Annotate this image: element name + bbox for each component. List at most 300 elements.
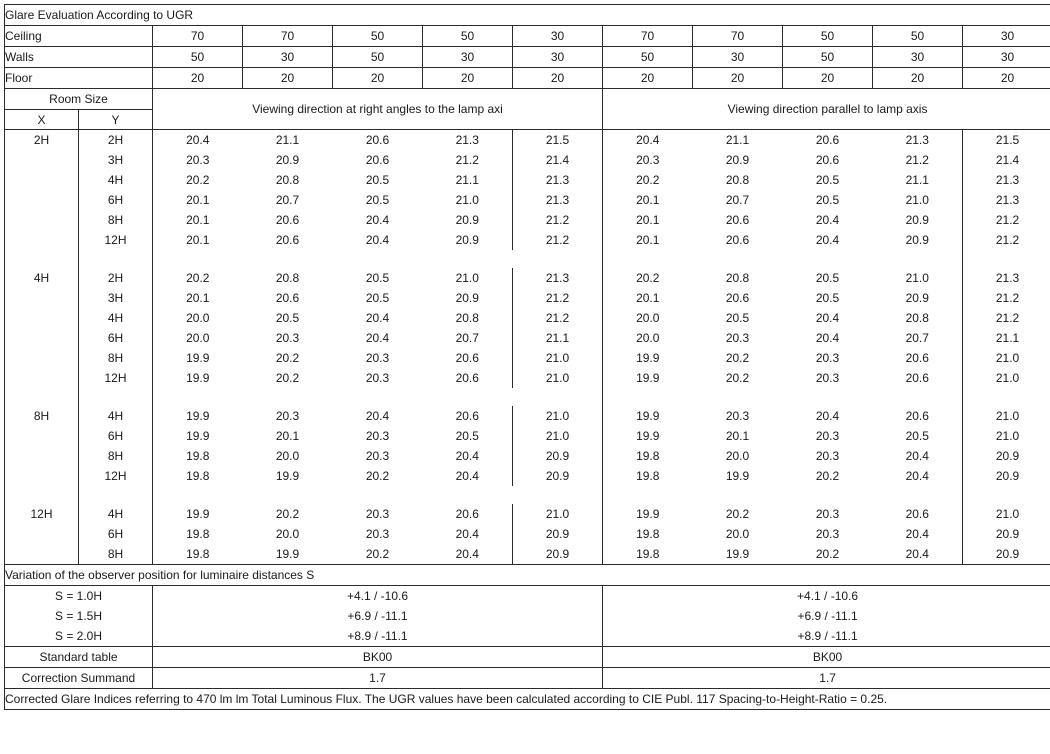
ugr-value: 20.4 — [423, 544, 513, 565]
table-row — [5, 504, 1050, 524]
ugr-value: 20.6 — [783, 150, 873, 170]
ugr-value: 19.9 — [153, 504, 243, 524]
ugr-value: 20.0 — [243, 524, 333, 544]
ugr-value: 20.4 — [423, 466, 513, 486]
ugr-value: 20.4 — [333, 210, 423, 230]
ugr-value: 20.3 — [783, 348, 873, 368]
ugr-value: 20.3 — [333, 426, 423, 446]
ugr-value: 20.4 — [423, 446, 513, 466]
table-row — [5, 150, 1050, 170]
table-row — [5, 288, 1050, 308]
table-row — [5, 328, 1050, 348]
ugr-value: 20.2 — [243, 348, 333, 368]
table-row — [5, 348, 1050, 368]
ceiling-value: 70 — [603, 26, 693, 47]
ugr-value: 20.1 — [693, 426, 783, 446]
ugr-value: 21.2 — [423, 150, 513, 170]
ugr-value: 20.9 — [423, 288, 513, 308]
ugr-value: 20.2 — [243, 504, 333, 524]
reflectance-row-ceiling — [5, 26, 1050, 47]
ugr-value: 21.2 — [963, 308, 1050, 328]
variation-row — [5, 626, 1050, 647]
ugr-value: 20.4 — [873, 466, 963, 486]
ugr-value: 21.0 — [963, 368, 1050, 388]
row-label-walls: Walls — [5, 47, 153, 68]
ceiling-value: 70 — [243, 26, 333, 47]
room-x — [5, 426, 79, 446]
room-x — [5, 150, 79, 170]
table-row — [5, 466, 1050, 486]
row-label-ceiling: Ceiling — [5, 26, 153, 47]
ugr-value: 20.2 — [783, 544, 873, 565]
ugr-value: 21.0 — [513, 348, 603, 368]
ugr-value: 20.1 — [153, 190, 243, 210]
correction-summand-perp: 1.7 — [153, 668, 603, 689]
variation-header: Variation of the observer position for luminaire distances S — [5, 565, 1050, 586]
room-x — [5, 308, 79, 328]
variation-label: S = 1.5H — [5, 606, 153, 626]
room-y: 8H — [79, 348, 153, 368]
ugr-value: 19.9 — [693, 544, 783, 565]
ugr-value: 20.1 — [603, 230, 693, 250]
room-x: 12H — [5, 504, 79, 524]
ugr-value: 20.4 — [333, 230, 423, 250]
ugr-value: 20.4 — [873, 446, 963, 466]
glare-evaluation-table — [4, 4, 1050, 710]
axis-label-y: Y — [79, 110, 153, 130]
ugr-value: 19.8 — [153, 524, 243, 544]
correction-summand-label: Correction Summand — [5, 668, 153, 689]
ugr-value: 21.2 — [513, 308, 603, 328]
ugr-value: 20.6 — [333, 150, 423, 170]
reflectance-row-walls — [5, 47, 1050, 68]
ugr-value: 20.1 — [603, 288, 693, 308]
variation-perp: +8.9 / -11.1 — [153, 626, 603, 647]
ugr-value: 20.6 — [693, 210, 783, 230]
ugr-value: 20.6 — [873, 504, 963, 524]
ugr-value: 21.1 — [873, 170, 963, 190]
group-spacer — [5, 388, 1050, 406]
ugr-value: 20.4 — [333, 406, 423, 426]
ugr-value: 20.2 — [693, 348, 783, 368]
reflectance-row-floor — [5, 68, 1050, 89]
ugr-value: 20.9 — [513, 524, 603, 544]
room-x — [5, 348, 79, 368]
ugr-value: 21.0 — [963, 406, 1050, 426]
group-spacer — [5, 486, 1050, 504]
ugr-value: 19.8 — [153, 544, 243, 565]
ugr-value: 20.5 — [423, 426, 513, 446]
ugr-value: 20.4 — [783, 230, 873, 250]
ceiling-value: 50 — [873, 26, 963, 47]
ugr-value: 19.8 — [603, 466, 693, 486]
ugr-value: 20.9 — [963, 466, 1050, 486]
ugr-value: 20.9 — [963, 524, 1050, 544]
ugr-value: 19.9 — [603, 504, 693, 524]
ugr-report-page — [0, 4, 1050, 754]
room-x — [5, 368, 79, 388]
room-y: 4H — [79, 308, 153, 328]
table-row — [5, 170, 1050, 190]
ugr-value: 20.6 — [243, 230, 333, 250]
ceiling-value: 50 — [333, 26, 423, 47]
room-x — [5, 544, 79, 565]
room-y: 6H — [79, 328, 153, 348]
ugr-value: 20.6 — [243, 288, 333, 308]
correction-summand-para: 1.7 — [603, 668, 1050, 689]
walls-value: 50 — [603, 47, 693, 68]
variation-label: S = 2.0H — [5, 626, 153, 647]
ugr-value: 21.3 — [873, 130, 963, 151]
floor-value: 20 — [153, 68, 243, 89]
ugr-value: 21.2 — [963, 210, 1050, 230]
ugr-value: 20.7 — [693, 190, 783, 210]
ugr-value: 20.5 — [333, 268, 423, 288]
ugr-value: 20.5 — [783, 288, 873, 308]
room-y: 8H — [79, 544, 153, 565]
room-y: 6H — [79, 524, 153, 544]
ugr-value: 20.1 — [153, 210, 243, 230]
ugr-value: 19.8 — [603, 446, 693, 466]
ugr-value: 20.1 — [603, 190, 693, 210]
ugr-value: 20.0 — [693, 524, 783, 544]
table-row — [5, 426, 1050, 446]
ugr-value: 20.5 — [783, 170, 873, 190]
ugr-value: 20.0 — [153, 308, 243, 328]
ugr-value: 21.2 — [963, 288, 1050, 308]
ugr-value: 20.2 — [333, 466, 423, 486]
table-row — [5, 544, 1050, 565]
variation-label: S = 1.0H — [5, 586, 153, 607]
walls-value: 30 — [243, 47, 333, 68]
ugr-value: 20.6 — [693, 288, 783, 308]
ugr-value: 21.1 — [423, 170, 513, 190]
ugr-value: 19.9 — [603, 406, 693, 426]
room-x — [5, 466, 79, 486]
standard-table-label: Standard table — [5, 647, 153, 668]
ugr-value: 20.3 — [333, 348, 423, 368]
variation-para: +6.9 / -11.1 — [603, 606, 1050, 626]
ugr-value: 20.8 — [423, 308, 513, 328]
ugr-value: 21.0 — [963, 348, 1050, 368]
ugr-value: 20.2 — [603, 268, 693, 288]
ugr-value: 20.4 — [423, 524, 513, 544]
correction-summand-row — [5, 668, 1050, 689]
room-x — [5, 446, 79, 466]
ugr-value: 20.1 — [243, 426, 333, 446]
ugr-value: 20.2 — [783, 466, 873, 486]
direction-header-parallel: Viewing direction parallel to lamp axis — [603, 89, 1050, 130]
ugr-value: 20.4 — [873, 524, 963, 544]
table-row — [5, 130, 1050, 151]
ugr-value: 21.3 — [513, 190, 603, 210]
room-y: 6H — [79, 426, 153, 446]
ceiling-value: 70 — [693, 26, 783, 47]
ugr-value: 20.6 — [873, 406, 963, 426]
ugr-value: 21.1 — [963, 328, 1050, 348]
ugr-value: 21.0 — [873, 268, 963, 288]
ugr-value: 21.0 — [963, 426, 1050, 446]
ugr-value: 20.0 — [603, 328, 693, 348]
ugr-value: 20.4 — [603, 130, 693, 151]
ugr-value: 21.1 — [243, 130, 333, 151]
walls-value: 30 — [423, 47, 513, 68]
ugr-value: 20.8 — [873, 308, 963, 328]
standard-table-row — [5, 647, 1050, 668]
ugr-value: 20.7 — [423, 328, 513, 348]
ugr-value: 20.9 — [873, 210, 963, 230]
ugr-value: 21.3 — [513, 170, 603, 190]
room-x — [5, 210, 79, 230]
page-title: Glare Evaluation According to UGR — [5, 5, 1050, 26]
ugr-value: 20.7 — [873, 328, 963, 348]
footer-row — [5, 689, 1050, 710]
room-y: 3H — [79, 288, 153, 308]
room-y: 4H — [79, 504, 153, 524]
variation-row — [5, 586, 1050, 607]
ceiling-value: 70 — [153, 26, 243, 47]
ugr-value: 21.2 — [513, 230, 603, 250]
floor-value: 20 — [873, 68, 963, 89]
floor-value: 20 — [963, 68, 1050, 89]
ugr-value: 20.4 — [333, 308, 423, 328]
ugr-value: 21.2 — [513, 210, 603, 230]
ugr-value: 20.1 — [153, 230, 243, 250]
ugr-value: 20.2 — [693, 368, 783, 388]
ugr-value: 20.0 — [153, 328, 243, 348]
ugr-value: 20.6 — [423, 406, 513, 426]
ugr-value: 19.9 — [153, 348, 243, 368]
ugr-value: 21.0 — [513, 504, 603, 524]
ugr-value: 20.3 — [603, 150, 693, 170]
room-x — [5, 288, 79, 308]
ugr-value: 20.9 — [513, 544, 603, 565]
ugr-value: 21.5 — [513, 130, 603, 151]
ugr-value: 20.5 — [783, 190, 873, 210]
room-x — [5, 230, 79, 250]
ugr-value: 20.0 — [693, 446, 783, 466]
ugr-value: 21.2 — [513, 288, 603, 308]
room-x: 2H — [5, 130, 79, 151]
ugr-value: 21.0 — [963, 504, 1050, 524]
ugr-value: 19.8 — [153, 466, 243, 486]
table-row — [5, 268, 1050, 288]
walls-value: 30 — [963, 47, 1050, 68]
ugr-value: 20.9 — [873, 230, 963, 250]
variation-row — [5, 606, 1050, 626]
ugr-value: 20.4 — [783, 328, 873, 348]
walls-value: 30 — [873, 47, 963, 68]
ugr-value: 20.6 — [243, 210, 333, 230]
room-y: 12H — [79, 368, 153, 388]
ugr-value: 21.3 — [963, 190, 1050, 210]
ugr-value: 21.3 — [423, 130, 513, 151]
ceiling-value: 50 — [783, 26, 873, 47]
ugr-value: 19.9 — [153, 368, 243, 388]
ugr-value: 21.1 — [513, 328, 603, 348]
footer-note: Corrected Glare Indices referring to 470 lm lm Total Luminous Flux. The UGR values have been calculated according to CIE Publ. 117 Spacing-to-Height-Ratio = 0.25. — [5, 689, 1050, 710]
ugr-value: 21.0 — [513, 426, 603, 446]
ugr-value: 20.5 — [783, 268, 873, 288]
ugr-value: 20.4 — [153, 130, 243, 151]
ugr-value: 20.4 — [783, 210, 873, 230]
ugr-value: 21.0 — [513, 368, 603, 388]
ugr-value: 20.8 — [693, 268, 783, 288]
ugr-value: 20.4 — [873, 544, 963, 565]
room-y: 12H — [79, 466, 153, 486]
section-header-row — [5, 89, 1050, 110]
ugr-value: 20.6 — [423, 368, 513, 388]
ugr-value: 20.8 — [693, 170, 783, 190]
ugr-value: 19.9 — [603, 368, 693, 388]
ugr-value: 21.4 — [513, 150, 603, 170]
ugr-value: 20.9 — [963, 544, 1050, 565]
room-x — [5, 328, 79, 348]
ugr-value: 21.2 — [873, 150, 963, 170]
variation-header-row — [5, 565, 1050, 586]
ugr-value: 21.3 — [963, 268, 1050, 288]
ugr-value: 19.8 — [153, 446, 243, 466]
ugr-value: 19.9 — [603, 426, 693, 446]
direction-header-perpendicular: Viewing direction at right angles to the lamp axi — [153, 89, 603, 130]
ugr-value: 20.6 — [333, 130, 423, 151]
ceiling-value: 30 — [513, 26, 603, 47]
table-row — [5, 308, 1050, 328]
ugr-value: 20.3 — [243, 406, 333, 426]
ugr-value: 20.9 — [873, 288, 963, 308]
ugr-value: 20.6 — [873, 368, 963, 388]
ugr-value: 20.5 — [333, 190, 423, 210]
ugr-value: 20.0 — [603, 308, 693, 328]
table-row — [5, 368, 1050, 388]
room-y: 4H — [79, 170, 153, 190]
room-y: 6H — [79, 190, 153, 210]
ugr-value: 20.6 — [783, 130, 873, 151]
floor-value: 20 — [423, 68, 513, 89]
ugr-value: 20.5 — [333, 170, 423, 190]
ugr-value: 20.3 — [333, 504, 423, 524]
walls-value: 30 — [513, 47, 603, 68]
ugr-value: 20.9 — [513, 466, 603, 486]
ugr-value: 21.0 — [873, 190, 963, 210]
ugr-value: 21.0 — [423, 190, 513, 210]
ugr-value: 20.3 — [783, 368, 873, 388]
floor-value: 20 — [693, 68, 783, 89]
title-row — [5, 5, 1050, 26]
room-x — [5, 190, 79, 210]
ugr-value: 20.3 — [783, 524, 873, 544]
standard-table-perp: BK00 — [153, 647, 603, 668]
ugr-value: 19.8 — [603, 544, 693, 565]
room-y: 12H — [79, 230, 153, 250]
table-row — [5, 190, 1050, 210]
ugr-value: 20.6 — [423, 504, 513, 524]
ugr-value: 20.3 — [153, 150, 243, 170]
ugr-value: 20.6 — [873, 348, 963, 368]
ugr-value: 20.9 — [513, 446, 603, 466]
ugr-value: 21.4 — [963, 150, 1050, 170]
room-y: 2H — [79, 268, 153, 288]
room-y: 2H — [79, 130, 153, 151]
ugr-value: 21.0 — [423, 268, 513, 288]
ceiling-value: 50 — [423, 26, 513, 47]
ugr-value: 21.0 — [513, 406, 603, 426]
variation-perp: +6.9 / -11.1 — [153, 606, 603, 626]
table-row — [5, 524, 1050, 544]
ugr-value: 20.8 — [243, 170, 333, 190]
room-y: 8H — [79, 446, 153, 466]
ugr-value: 20.2 — [243, 368, 333, 388]
ugr-value: 20.0 — [243, 446, 333, 466]
standard-table-para: BK00 — [603, 647, 1050, 668]
ugr-value: 20.6 — [693, 230, 783, 250]
floor-value: 20 — [783, 68, 873, 89]
ugr-value: 20.5 — [873, 426, 963, 446]
ugr-value: 19.9 — [603, 348, 693, 368]
ugr-value: 20.4 — [333, 328, 423, 348]
ugr-value: 20.2 — [153, 268, 243, 288]
ugr-value: 21.1 — [693, 130, 783, 151]
ugr-value: 20.3 — [333, 368, 423, 388]
ugr-value: 20.6 — [423, 348, 513, 368]
ugr-value: 20.9 — [423, 210, 513, 230]
ugr-value: 21.5 — [963, 130, 1050, 151]
table-row — [5, 446, 1050, 466]
ugr-value: 20.3 — [693, 406, 783, 426]
room-y: 3H — [79, 150, 153, 170]
walls-value: 50 — [153, 47, 243, 68]
ugr-value: 20.2 — [153, 170, 243, 190]
ugr-value: 20.3 — [333, 524, 423, 544]
ugr-value: 20.1 — [153, 288, 243, 308]
table-row — [5, 406, 1050, 426]
walls-value: 50 — [333, 47, 423, 68]
group-spacer — [5, 250, 1050, 268]
ugr-value: 20.1 — [603, 210, 693, 230]
floor-value: 20 — [603, 68, 693, 89]
row-label-floor: Floor — [5, 68, 153, 89]
ugr-value: 20.4 — [783, 406, 873, 426]
ugr-value: 20.2 — [603, 170, 693, 190]
ugr-value: 20.7 — [243, 190, 333, 210]
ugr-value: 20.3 — [693, 328, 783, 348]
floor-value: 20 — [513, 68, 603, 89]
ugr-value: 21.2 — [963, 230, 1050, 250]
walls-value: 30 — [693, 47, 783, 68]
room-size-header: Room Size — [5, 89, 153, 110]
ugr-value: 20.9 — [693, 150, 783, 170]
ugr-value: 20.2 — [333, 544, 423, 565]
ugr-value: 19.9 — [153, 426, 243, 446]
variation-perp: +4.1 / -10.6 — [153, 586, 603, 607]
room-y: 4H — [79, 406, 153, 426]
ugr-value: 20.3 — [783, 426, 873, 446]
table-row — [5, 230, 1050, 250]
ugr-value: 19.9 — [153, 406, 243, 426]
ugr-value: 21.3 — [963, 170, 1050, 190]
ugr-value: 19.9 — [243, 544, 333, 565]
room-x — [5, 524, 79, 544]
ugr-value: 19.9 — [243, 466, 333, 486]
ugr-value: 20.5 — [333, 288, 423, 308]
axis-label-x: X — [5, 110, 79, 130]
floor-value: 20 — [243, 68, 333, 89]
ugr-value: 20.2 — [693, 504, 783, 524]
ugr-value: 20.9 — [243, 150, 333, 170]
walls-value: 50 — [783, 47, 873, 68]
floor-value: 20 — [333, 68, 423, 89]
ugr-value: 20.3 — [783, 504, 873, 524]
